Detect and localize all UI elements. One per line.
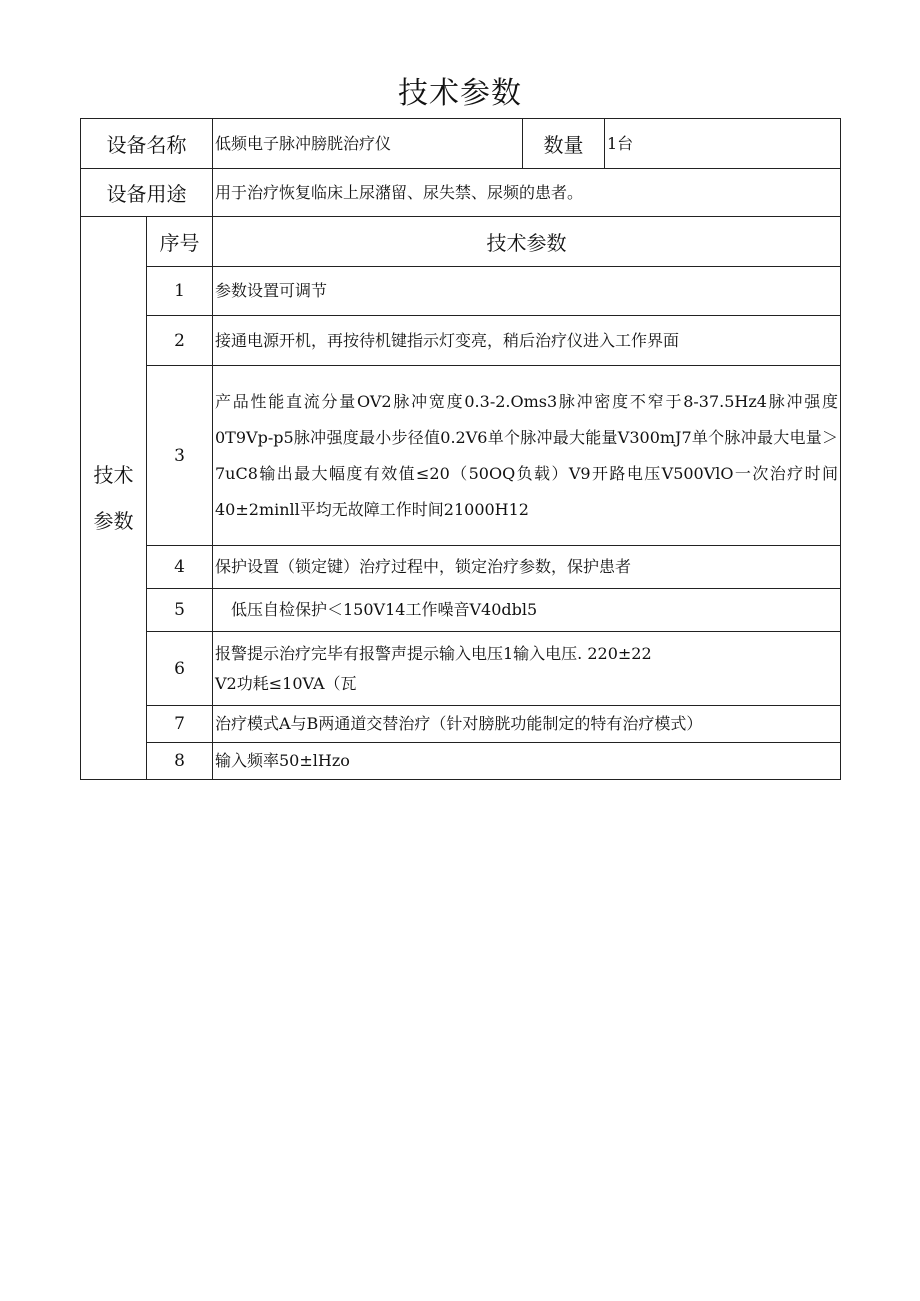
spec-row bbox=[81, 267, 841, 316]
spec-section-label bbox=[81, 217, 147, 780]
spec-row-text bbox=[213, 632, 841, 706]
spec-row-index: 4 bbox=[147, 546, 213, 589]
spec-row-text: 输入频率50±lHzo bbox=[213, 743, 841, 780]
spec-row-index: 7 bbox=[147, 706, 213, 743]
spec-row-text: 保护设置（锁定键）治疗过程中，锁定治疗参数，保护患者 bbox=[213, 546, 841, 589]
device-name-value: 低频电子脉冲膀胱治疗仪 bbox=[213, 119, 523, 169]
spec-row-text: 产品性能直流分量OV2脉冲宽度0.3-2.Oms3脉冲密度不窄于8-37.5Hz4脉冲强度0T9Vp-p5脉冲强度最小步径值0.2V6单个脉冲最大能量V300mJ7单个脉冲最大电量＞7uC8输出最大幅度有效值≤20（50OQ负载）V9开路电压V500VlO一次治疗时间40±2minll平均无故障工作时间21000H12 bbox=[213, 366, 841, 546]
spec-section-label-line1: 技术 bbox=[93, 463, 134, 487]
spec-row bbox=[81, 706, 841, 743]
spec-header-row bbox=[81, 217, 841, 267]
spec-row bbox=[81, 546, 841, 589]
device-name-label: 设备名称 bbox=[81, 119, 213, 169]
spec-row-index: 5 bbox=[147, 589, 213, 632]
spec-row-index: 8 bbox=[147, 743, 213, 780]
spec-row-index: 3 bbox=[147, 366, 213, 546]
spec-section-label-line2: 参数 bbox=[93, 509, 134, 533]
spec-row bbox=[81, 589, 841, 632]
spec-row bbox=[81, 366, 841, 546]
device-use-label: 设备用途 bbox=[81, 169, 213, 217]
spec-row-text: 参数设置可调节 bbox=[213, 267, 841, 316]
spec-row bbox=[81, 632, 841, 706]
spec-row-text: 接通电源开机，再按待机键指示灯变亮，稍后治疗仪进入工作界面 bbox=[213, 316, 841, 366]
spec-row bbox=[81, 743, 841, 780]
quantity-label: 数量 bbox=[523, 119, 605, 169]
device-use-value: 用于治疗恢复临床上尿潴留、尿失禁、尿频的患者。 bbox=[213, 169, 841, 217]
spec-row-text: 低压自检保护＜150V14工作噪音V40dbl5 bbox=[213, 589, 841, 632]
param-column-header: 技术参数 bbox=[213, 217, 841, 267]
spec-row bbox=[81, 316, 841, 366]
spec-row-index: 6 bbox=[147, 632, 213, 706]
quantity-value: 1台 bbox=[605, 119, 841, 169]
spec-table bbox=[80, 118, 841, 780]
spec-row-text-line2: V2功耗≤10VA（瓦 bbox=[215, 673, 357, 693]
index-column-header: 序号 bbox=[147, 217, 213, 267]
spec-row-text-line1: 报警提示治疗完毕有报警声提示输入电压1输入电压. 220±22 bbox=[215, 643, 652, 663]
device-name-row bbox=[81, 119, 841, 169]
spec-row-text: 治疗模式A与B两通道交替治疗（针对膀胱功能制定的特有治疗模式） bbox=[213, 706, 841, 743]
device-use-row bbox=[81, 169, 841, 217]
spec-row-index: 1 bbox=[147, 267, 213, 316]
page-title: 技术参数 bbox=[398, 76, 522, 111]
spec-row-index: 2 bbox=[147, 316, 213, 366]
